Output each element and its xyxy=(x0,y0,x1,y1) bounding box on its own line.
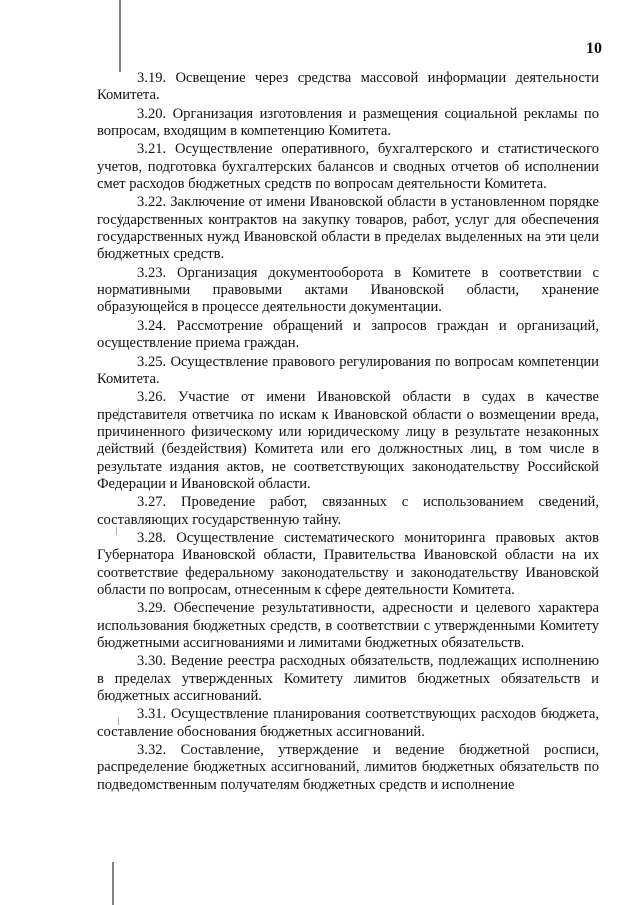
page-number: 10 xyxy=(586,40,602,57)
paragraph-3-27: 3.27. Проведение работ, связанных с использованием сведений, составляющих государственную тайну. xyxy=(97,494,599,528)
paragraph-3-22: 3.22. Заключение от имени Ивановской области в установленном порядке государственных контрактов на закупку товаров, работ, услуг для обеспечения государственных нужд Ивановской области в пределах выделенных на эти цели бюджетных средств. xyxy=(97,194,599,263)
scan-margin-mark-bottom xyxy=(112,862,114,905)
paragraph-3-25: 3.25. Осуществление правового регулирования по вопросам компетенции Комитета. xyxy=(97,353,599,387)
paragraph-3-19: 3.19. Освещение через средства массовой информации деятельности Комитета. xyxy=(97,70,599,104)
document-body xyxy=(97,70,599,794)
scan-margin-mark-top xyxy=(119,0,121,72)
paragraph-3-31: 3.31. Осуществление планирования соответствующих расходов бюджета, составление обоснования бюджетных ассигнований. xyxy=(97,706,599,740)
paragraph-3-21: 3.21. Осуществление оперативного, бухгалтерского и статистического учетов, подготовка бухгалтерских балансов и сводных отчетов об исполнении смет расходов бюджетных средств по вопросам деятельности Комитета. xyxy=(97,141,599,193)
paragraph-3-26: 3.26. Участие от имени Ивановской области в судах в качестве представителя ответчика по искам к Ивановской области о возмещении вреда, причиненного физическому или юридическому лицу в результате незаконных действий (бездействия) Комитета или его должностных лиц, в том числе в результате издания актов, не соответствующих законодательству Российской Федерации и Ивановской области. xyxy=(97,389,599,492)
paragraph-3-23: 3.23. Организация документооборота в Комитете в соответствии с нормативными правовыми актами Ивановской области, хранение образующейся в процессе деятельности документации. xyxy=(97,264,599,316)
paragraph-3-29: 3.29. Обеспечение результативности, адресности и целевого характера использования бюджетных средств, в соответствии с утвержденными Комитету бюджетными ассигнованиями и лимитами бюджетных обязательств. xyxy=(97,600,599,651)
paragraph-3-30: 3.30. Ведение реестра расходных обязательств, подлежащих исполнению в пределах утвержденных Комитету лимитов бюджетных обязательств и бюджетных ассигнований. xyxy=(97,653,599,705)
paragraph-3-32: 3.32. Составление, утверждение и ведение бюджетной росписи, распределение бюджетных ассигнований, лимитов бюджетных обязательств по подведомственным получателям бюджетных средств и исполнение xyxy=(97,742,599,793)
paragraph-3-24: 3.24. Рассмотрение обращений и запросов граждан и организаций, осуществление приема граждан. xyxy=(97,317,599,352)
paragraph-3-20: 3.20. Организация изготовления и размещения социальной рекламы по вопросам, входящим в компетенцию Комитета. xyxy=(97,105,599,140)
paragraph-3-28: 3.28. Осуществление систематического мониторинга правовых актов Губернатора Ивановской области, Правительства Ивановской области на их соответствие федеральному законодательству и законодательству Ивановской области по вопросам, отнесенным к сфере деятельности Комитета. xyxy=(97,529,599,598)
